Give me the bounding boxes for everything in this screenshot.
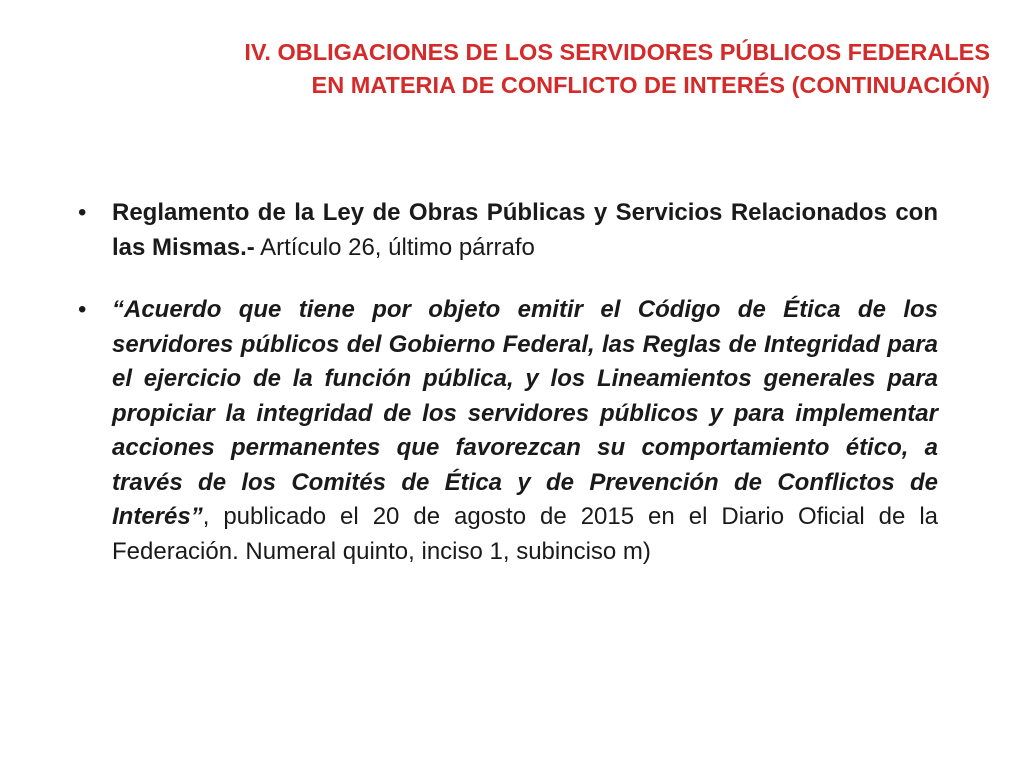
bullet-marker: • — [78, 199, 87, 226]
bullet-item-acuerdo — [78, 293, 938, 569]
bullet-list — [78, 196, 938, 569]
slide-title — [70, 36, 990, 102]
bullet-acuerdo-title: “Acuerdo que tiene por objeto emitir el Código de Ética de los servidores públicos del Gobierno Federal, las Reglas de Integridad para el ejercicio de la función pública, y los Lineamientos generales para propiciar la integridad de los servidores públicos y para implementar acciones permanentes que favorezcan su comportamiento ético, a través de los Comités de Ética y de Prevención de Conflictos de Interés” — [112, 296, 938, 530]
bullet-reglamento-reference: Artículo 26, último párrafo — [254, 233, 535, 261]
bullet-acuerdo-reference: , publicado el 20 de agosto de 2015 en el Diario Oficial de la Federación. Numeral quinto, inciso 1, subinciso m) — [112, 503, 938, 565]
bullet-reglamento-title: Reglamento de la Ley de Obras Públicas y Servicios Relacionados con las Mismas.- — [112, 199, 938, 261]
bullet-item-reglamento — [78, 196, 938, 265]
slide-title-line-2: EN MATERIA DE CONFLICTO DE INTERÉS (CONTINUACIÓN) — [311, 72, 990, 98]
slide-title-line-1: IV. OBLIGACIONES DE LOS SERVIDORES PÚBLICOS FEDERALES — [244, 39, 990, 65]
bullet-marker: • — [78, 296, 87, 323]
